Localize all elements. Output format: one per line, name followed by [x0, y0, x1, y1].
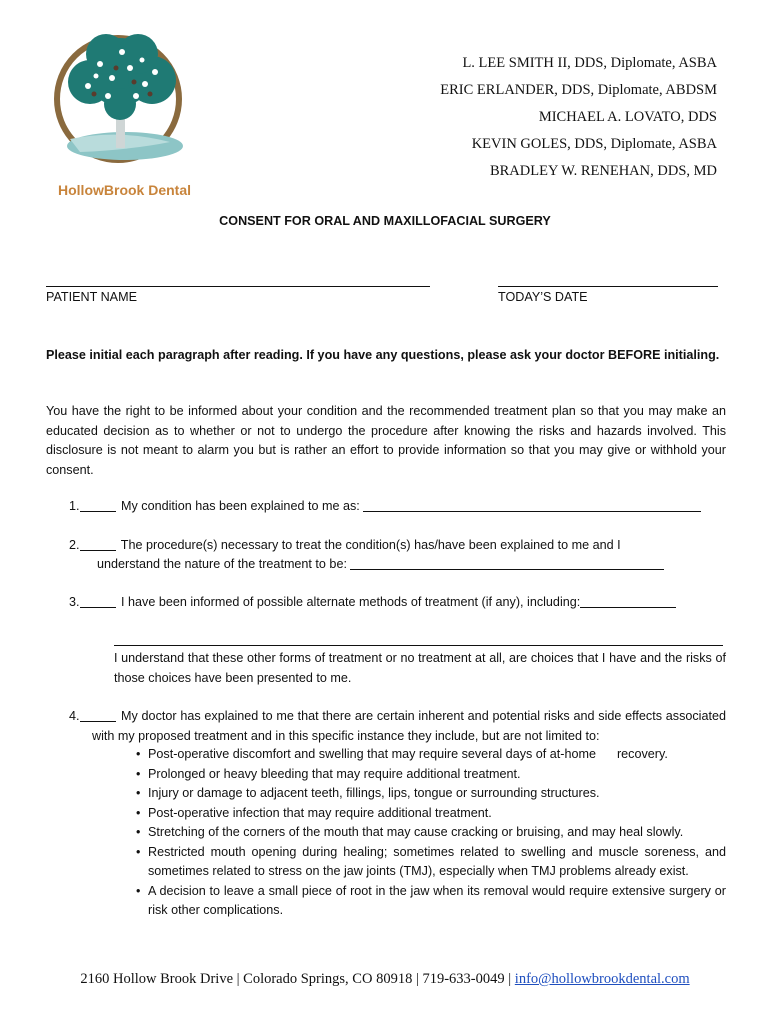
- patient-name-field[interactable]: [46, 286, 430, 287]
- doctor-1: L. LEE SMITH II, DDS, Diplomate, ASBA: [462, 55, 717, 71]
- item-2-number: 2.: [69, 538, 80, 552]
- bullet-icon: •: [136, 786, 141, 800]
- bullet-icon: •: [136, 766, 141, 781]
- risk-item-7: • A decision to leave a small piece of root in the jaw when its removal would require extensive surgery or risk other complications.: [136, 883, 726, 917]
- item-3-number: 3.: [69, 595, 80, 609]
- footer-address: 2160 Hollow Brook Drive | Colorado Springs, CO 80918 | 719-633-0049 |: [80, 971, 515, 987]
- item-2: [69, 536, 729, 556]
- item-1: [69, 497, 729, 517]
- todays-date-field[interactable]: [498, 286, 718, 287]
- bullet-icon: •: [136, 883, 141, 898]
- item-2-initial-field[interactable]: [80, 537, 116, 551]
- item-4-number: 4.: [69, 709, 80, 723]
- item-2-answer-field[interactable]: [350, 556, 664, 570]
- item-2-text-b: understand the nature of the treatment to be:: [97, 557, 347, 571]
- bullet-icon: •: [136, 825, 141, 839]
- logo: [50, 24, 200, 204]
- todays-date-label: TODAY’S DATE: [498, 290, 588, 304]
- bullet-icon: •: [136, 747, 141, 761]
- patient-name-label: PATIENT NAME: [46, 290, 137, 304]
- item-3-answer-field[interactable]: [580, 594, 676, 608]
- item-3-followup: I understand that these other forms of treatment or no treatment at all, are choices that I have and the risks of those choices have been presented to me.: [114, 651, 726, 685]
- doctor-2: ERIC ERLANDER, DDS, Diplomate, ABDSM: [440, 82, 717, 98]
- bullet-icon: •: [136, 844, 141, 859]
- form-title: CONSENT FOR ORAL AND MAXILLOFACIAL SURGERY: [219, 214, 551, 228]
- doctor-3: MICHAEL A. LOVATO, DDS: [538, 109, 717, 125]
- tree-logo-icon: [50, 24, 200, 184]
- risk-item-2: • Prolonged or heavy bleeding that may require additional treatment.: [148, 765, 726, 785]
- doctor-4: KEVIN GOLES, DDS, Diplomate, ASBA: [471, 136, 717, 152]
- risk-item-3: • Injury or damage to adjacent teeth, fillings, lips, tongue or surrounding structures.: [148, 784, 726, 804]
- footer: [0, 971, 770, 988]
- instruction: Please initial each paragraph after reading. If you have any questions, please ask your doctor BEFORE initialing.: [46, 348, 720, 362]
- item-3-text: I have been informed of possible alternate methods of treatment (if any), including:: [121, 595, 581, 609]
- footer-email-link[interactable]: info@hollowbrookdental.com: [514, 971, 690, 987]
- item-4-text: My doctor has explained to me that there are certain inherent and potential risks and side effects associated with my proposed treatment and in this specific instance they include, but are not limited to:: [92, 709, 726, 743]
- risk-item-4: • Post-operative infection that may require additional treatment.: [148, 804, 726, 824]
- item-1-answer-field[interactable]: [363, 498, 701, 512]
- doctor-5: BRADLEY W. RENEHAN, DDS, MD: [489, 163, 717, 179]
- risk-item-5: • Stretching of the corners of the mouth that may cause cracking or bruising, and may heal slowly.: [148, 823, 726, 843]
- item-1-number: 1.: [69, 499, 80, 513]
- item-2-text-a: The procedure(s) necessary to treat the condition(s) has/have been explained to me and I: [120, 538, 621, 552]
- item-1-text: My condition has been explained to me as:: [121, 499, 360, 513]
- bullet-icon: •: [136, 805, 141, 820]
- risk-item-6: • Restricted mouth opening during healing; sometimes related to swelling and muscle soreness, and sometimes related to stress on the jaw joints (TMJ), especially when TMJ problems already exist.: [136, 844, 726, 878]
- item-1-initial-field[interactable]: [80, 498, 116, 512]
- risk-item-1: • Post-operative discomfort and swelling that may require several days of at-home recovery.: [148, 745, 726, 765]
- item-2-line-2: [97, 555, 664, 575]
- risk-list: [136, 745, 726, 921]
- intro-paragraph: You have the right to be informed about your condition and the recommended treatment plan so that you may make an educated decision as to whether or not to undergo the procedure after knowing the risks and hazards involved. This disclosure is not meant to alarm you but is rather an effort to provide information so that you may give or withhold your consent.: [46, 404, 726, 477]
- practice-name: HollowBrook Dental: [58, 182, 192, 198]
- item-3-answer-field-2[interactable]: [114, 645, 723, 646]
- item-3: [69, 593, 729, 613]
- item-3-initial-field[interactable]: [80, 594, 116, 608]
